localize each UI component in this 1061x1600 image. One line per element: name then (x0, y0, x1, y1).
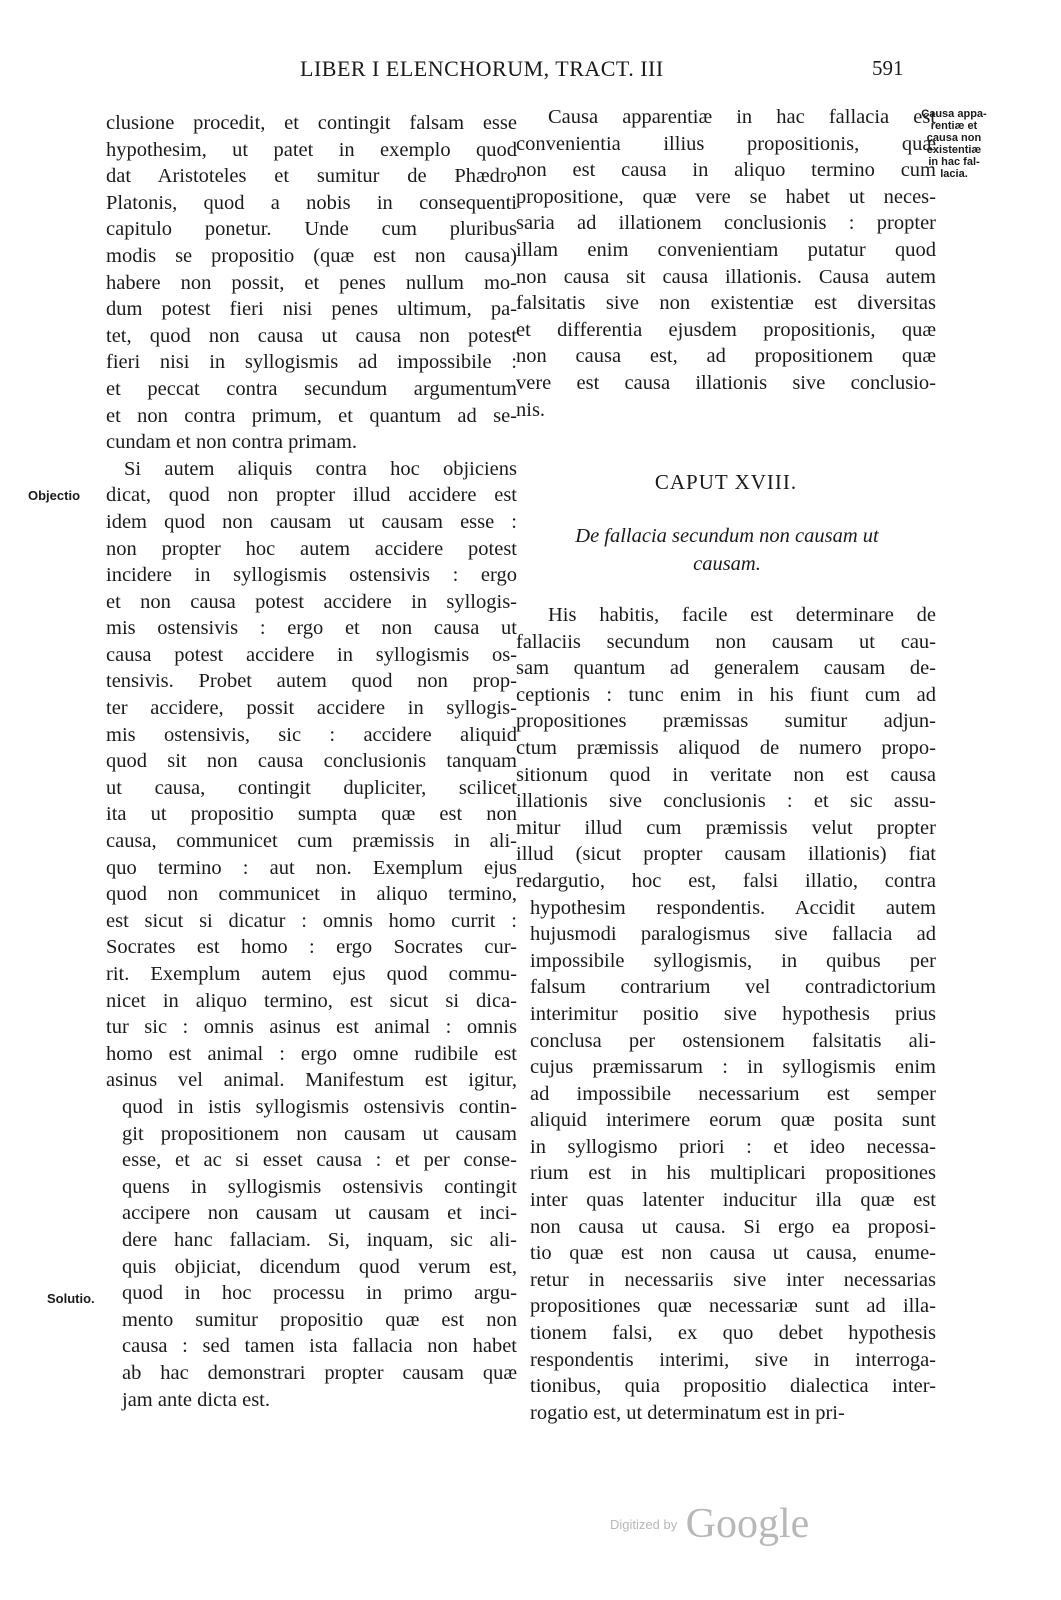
text-line: non propter hoc autem accidere potest (106, 537, 517, 560)
text-line: ut causa, contingit dupliciter, scilicet (106, 776, 517, 799)
text-line: hujusmodi paralogismus sive fallacia ad (530, 923, 936, 946)
text-line: Si autem aliquis contra hoc objiciens (124, 457, 517, 480)
text-line: tur sic : omnis asinus est animal : omnis (106, 1016, 517, 1039)
text-line: quis objiciat, dicendum quod verum est, (122, 1255, 517, 1278)
text-line: aliquid interimere eorum quæ posita sunt (530, 1109, 936, 1132)
text-line: tet, quod non causa ut causa non potest (106, 324, 517, 347)
text-line: causa potest accidere in syllogismis os- (106, 643, 517, 666)
text-line: Socrates est homo : ergo Socrates cur- (106, 936, 517, 959)
text-line: Platonis, quod a nobis in consequenti (106, 191, 517, 214)
text-line: dum potest fieri nisi penes ultimum, pa- (106, 298, 517, 321)
text-line: inter quas latenter inducitur illa quæ est (530, 1189, 936, 1212)
text-line: et peccat contra secundum argumentum (106, 377, 517, 400)
page-number: 591 (872, 56, 904, 80)
text-line: accipere non causam ut causam et inci- (122, 1202, 517, 1225)
text-line: ad impossibile necessarium est semper (530, 1082, 936, 1105)
text-line: esse, et ac si esset causa : et per conse- (122, 1149, 517, 1172)
digitized-by-google-watermark (610, 1500, 809, 1548)
text-line: jam ante dicta est. (122, 1388, 270, 1411)
text-line: quod sit non causa conclusionis tanquam (106, 750, 517, 773)
text-line: dicat, quod non propter illud accidere est (106, 484, 517, 507)
margin-note-line: rentiæ et (930, 120, 978, 132)
text-line: tio quæ est non causa ut causa, enume- (530, 1242, 936, 1265)
text-line: nicet in aliquo termino, est sicut si dica- (106, 989, 517, 1012)
chapter-body (516, 602, 936, 1426)
text-line: in syllogismo priori : et ideo necessa- (530, 1135, 936, 1158)
chapter-heading: CAPUT XVIII. (654, 470, 798, 494)
text-line: rogatio est, ut determinatum est in pri- (530, 1401, 845, 1424)
digitized-by-label: Digitized by (610, 1517, 678, 1532)
text-line: illud (sicut propter causam illationis) fiat (516, 843, 936, 866)
right-column (516, 104, 936, 423)
text-line: fieri nisi in syllogismis ad impossibile : (106, 351, 517, 374)
text-line: ab hac demonstrari propter causam quæ (122, 1361, 517, 1384)
text-line: sam quantum ad generalem causam de- (516, 657, 936, 680)
margin-note-objectio: Objectio (28, 488, 81, 503)
text-line: nis. (516, 398, 546, 421)
text-line: ceptionis : tunc enim in his fiunt cum ad (516, 683, 936, 706)
text-line: impossibile syllogismis, in quibus per (530, 949, 936, 972)
text-line: illam enim convenientiam putatur quod (516, 238, 936, 261)
text-line: fallaciis secundum non causam ut cau- (516, 630, 936, 653)
text-line: ita ut propositio sumpta quæ est non (106, 803, 517, 826)
text-line: mis ostensivis : ergo et non causa ut (106, 617, 517, 640)
margin-note-line: Causa appa- (921, 108, 987, 120)
text-line: propositiones præmissas sumitur adjun- (516, 710, 936, 733)
text-line: est sicut si dicatur : omnis homo currit : (106, 909, 517, 932)
margin-note-line: lacia. (940, 168, 968, 180)
text-line: quod in istis syllogismis ostensivis contin- (122, 1095, 517, 1118)
text-line: cujus præmissarum : in syllogismis enim (530, 1056, 936, 1079)
text-line: propositione, quæ vere se habet ut neces- (516, 185, 936, 208)
text-line: hypothesim respondentis. Accidit autem (530, 896, 936, 919)
text-line: falsum contrarium vel contradictorium (530, 976, 936, 999)
text-line: modis se propositio (quæ est non causa) (106, 244, 517, 267)
text-line: dere hanc fallaciam. Si, inquam, sic ali- (122, 1228, 517, 1251)
text-line: tionem falsi, ex quo debet hypothesis (530, 1322, 936, 1345)
text-line: incidere in syllogismis ostensivis : ergo (106, 564, 517, 587)
text-line: tionibus, quia propositio dialectica inter- (530, 1375, 936, 1398)
text-line: ter accidere, possit accidere in syllogis- (106, 697, 517, 720)
text-line: git propositionem non causam ut causam (122, 1122, 517, 1145)
text-line: propositiones quæ necessariæ sunt ad illa- (530, 1295, 936, 1318)
text-line: asinus vel animal. Manifestum est igitur, (106, 1069, 517, 1092)
text-line: et differentia ejusdem propositionis, quæ (516, 318, 936, 341)
text-line: conclusa per ostensionem falsitatis ali- (530, 1029, 936, 1052)
text-line: non causa sit causa illationis. Causa autem (516, 265, 936, 288)
text-line: respondentis interimi, sive in interroga- (530, 1348, 936, 1371)
chapter-subtitle-line: De fallacia secundum non causam ut (575, 525, 879, 547)
text-line: quo termino : aut non. Exemplum ejus (106, 856, 517, 879)
text-line: mis ostensivis, sic : accidere aliquid (106, 723, 517, 746)
text-line: et non causa potest accidere in syllogis- (106, 590, 517, 613)
text-line: tensivis. Probet autem quod non prop- (106, 670, 517, 693)
text-line: His habitis, facile est determinare de (548, 604, 936, 626)
text-line: saria ad illationem conclusionis : propter (516, 212, 936, 235)
text-line: idem quod non causam ut causam esse : (106, 510, 517, 533)
text-line: dat Aristoteles et sumitur de Phædro (106, 165, 517, 188)
margin-note-line: in hac fal- (928, 156, 980, 168)
margin-note-solutio: Solutio. (47, 1291, 95, 1306)
text-line: habere non possit, et penes nullum mo- (106, 271, 517, 294)
text-line: cundam et non contra primam. (106, 431, 358, 454)
text-line: clusione procedit, et contingit falsam esse (106, 112, 517, 134)
text-line: non est causa in aliquo termino cum (516, 159, 936, 182)
text-line: falsitatis sive non existentiæ est diversitas (516, 292, 936, 315)
text-line: causa, communicet cum præmissis in ali- (106, 830, 517, 853)
text-line: rium est in his multiplicari propositiones (530, 1162, 936, 1185)
text-line: quens in syllogismis ostensivis contingit (122, 1175, 517, 1198)
text-line: rit. Exemplum autem ejus quod commu- (106, 963, 517, 985)
text-line: capitulo ponetur. Unde cum pluribus (106, 218, 517, 241)
text-line: quod non communicet in aliquo termino, (106, 883, 517, 906)
text-line: et non contra primum, et quantum ad se- (106, 404, 517, 427)
margin-note-line: causa non (926, 132, 982, 144)
running-head: LIBER I ELENCHORUM, TRACT. III (300, 56, 664, 81)
text-line: convenientia illius propositionis, quæ (516, 132, 936, 155)
text-line: vere est causa illationis sive conclusio- (516, 371, 936, 394)
text-line: hypothesim, ut patet in exemplo quod (106, 138, 517, 161)
text-line: non causa est, ad propositionem quæ (516, 345, 936, 368)
text-line: quod in hoc processu in primo argu- (122, 1282, 517, 1305)
text-line: ctum præmissis aliquod de numero propo- (516, 736, 936, 759)
text-line: non causa ut causa. Si ergo ea proposi- (530, 1215, 936, 1238)
text-line: interimitur positio sive hypothesis prius (530, 1002, 936, 1025)
text-line: mitur illud cum præmissis velut propter (516, 816, 936, 839)
chapter-subtitle-line: causam. (693, 553, 761, 575)
text-line: redargutio, hoc est, falsi illatio, contra (516, 869, 936, 892)
text-line: illationis sive conclusionis : et sic assu- (516, 790, 936, 813)
text-line: mento sumitur propositio quæ est non (122, 1308, 517, 1331)
text-line: retur in necessariis sive inter necessarias (530, 1268, 936, 1291)
chapter-subtitle (522, 522, 932, 578)
google-logo: Google (685, 1501, 810, 1547)
text-line: causa : sed tamen ista fallacia non habet (122, 1335, 517, 1358)
margin-note-line: existentiæ (926, 144, 982, 156)
text-line: homo est animal : ergo omne rudibile est (106, 1042, 517, 1065)
text-line: sitionum quod in veritate non est causa (516, 763, 936, 786)
left-column (92, 110, 517, 1413)
text-line: Causa apparentiæ in hac fallacia est (548, 106, 936, 128)
